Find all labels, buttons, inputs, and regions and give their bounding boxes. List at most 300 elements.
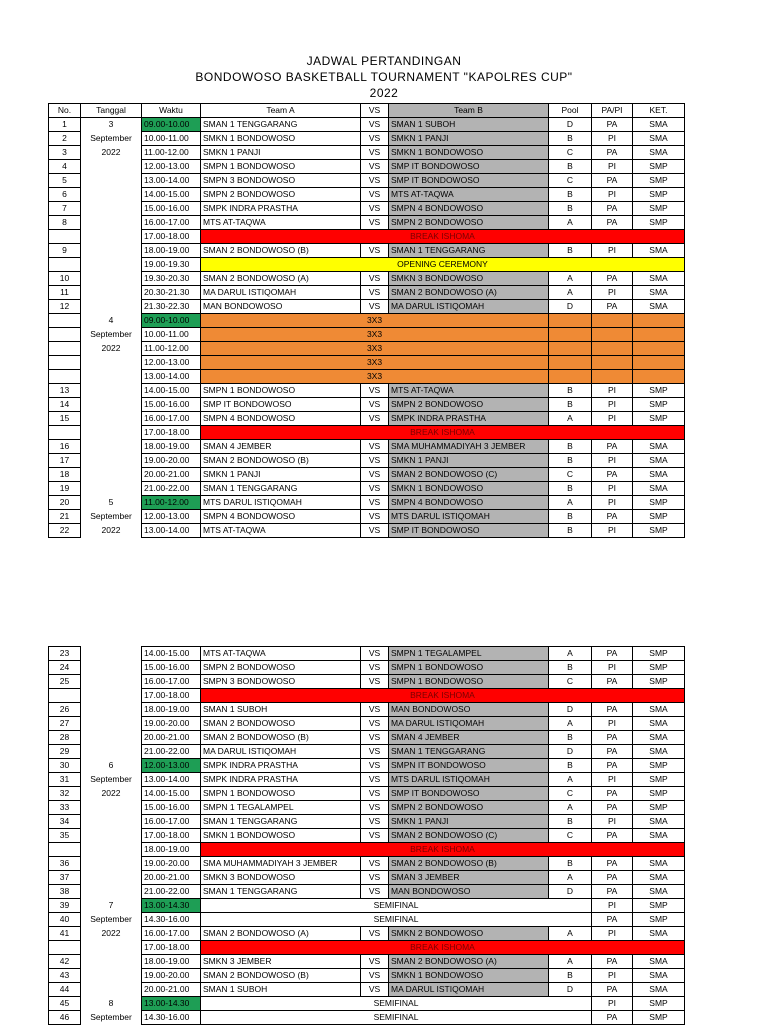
row-time: 21.00-22.00 bbox=[142, 745, 201, 759]
row-date: September bbox=[81, 510, 142, 524]
schedule-table-1 bbox=[48, 103, 685, 538]
row-date bbox=[81, 160, 142, 174]
row-no bbox=[49, 230, 81, 244]
header-waktu: Waktu bbox=[142, 104, 201, 118]
row-date: 3 bbox=[81, 118, 142, 132]
row-pa-pi: PA bbox=[592, 468, 633, 482]
row-time: 16.00-17.00 bbox=[142, 927, 201, 941]
row-date bbox=[81, 647, 142, 661]
row-time: 15.00-16.00 bbox=[142, 202, 201, 216]
row-ket: SMA bbox=[633, 132, 685, 146]
row-no: 32 bbox=[49, 787, 81, 801]
row-team-a: SMAN 1 TENGGARANG bbox=[201, 815, 361, 829]
header-team-b: Team B bbox=[389, 104, 549, 118]
row-vs: VS bbox=[361, 398, 389, 412]
row-team-b: SMKN 1 BONDOWOSO bbox=[389, 482, 549, 496]
schedule-title: JADWAL PERTANDINGAN bbox=[306, 54, 462, 68]
row-pa-pi: PI bbox=[592, 286, 633, 300]
row-no: 28 bbox=[49, 731, 81, 745]
row-team-b: SMKN 1 BONDOWOSO bbox=[389, 969, 549, 983]
row-time: 21.00-22.00 bbox=[142, 482, 201, 496]
table-row bbox=[49, 356, 685, 370]
row-pool: D bbox=[549, 745, 592, 759]
row-pool: B bbox=[549, 440, 592, 454]
row-date bbox=[81, 801, 142, 815]
row-time: 11.00-12.00 bbox=[142, 496, 201, 510]
row-ket: SMP bbox=[633, 384, 685, 398]
row-team-a: SMPN 3 BONDOWOSO bbox=[201, 174, 361, 188]
row-team-b: SMPN 2 BONDOWOSO bbox=[389, 398, 549, 412]
row-team-b: SMKN 1 PANJI bbox=[389, 815, 549, 829]
row-no: 24 bbox=[49, 661, 81, 675]
row-no: 43 bbox=[49, 969, 81, 983]
row-ket: SMA bbox=[633, 703, 685, 717]
table-row bbox=[49, 272, 685, 286]
row-time: 12.00-13.00 bbox=[142, 759, 201, 773]
row-date: 2022 bbox=[81, 927, 142, 941]
row-pa-pi: PI bbox=[592, 899, 633, 913]
row-pool: B bbox=[549, 160, 592, 174]
row-no: 39 bbox=[49, 899, 81, 913]
table-row bbox=[49, 969, 685, 983]
row-date bbox=[81, 969, 142, 983]
row-team-a: SMAN 2 BONDOWOSO (A) bbox=[201, 272, 361, 286]
header-team-a: Team A bbox=[201, 104, 361, 118]
row-pa-pi: PI bbox=[592, 412, 633, 426]
row-ket bbox=[633, 342, 685, 356]
row-pa-pi: PA bbox=[592, 118, 633, 132]
row-vs: VS bbox=[361, 272, 389, 286]
row-pool: B bbox=[549, 454, 592, 468]
row-team-a: MA DARUL ISTIQOMAH bbox=[201, 745, 361, 759]
row-date: 5 bbox=[81, 496, 142, 510]
row-ket: SMA bbox=[633, 731, 685, 745]
row-vs: VS bbox=[361, 815, 389, 829]
row-time: 14.00-15.00 bbox=[142, 384, 201, 398]
row-ket: SMA bbox=[633, 745, 685, 759]
row-pa-pi: PI bbox=[592, 496, 633, 510]
row-vs: VS bbox=[361, 661, 389, 675]
table-row bbox=[49, 843, 685, 857]
table-row bbox=[49, 773, 685, 787]
table-row bbox=[49, 342, 685, 356]
row-ket: SMP bbox=[633, 496, 685, 510]
tournament-name: BONDOWOSO BASKETBALL TOURNAMENT "KAPOLRES CUP" bbox=[195, 70, 573, 84]
row-team-a: SMPN 2 BONDOWOSO bbox=[201, 188, 361, 202]
header-vs: VS bbox=[361, 104, 389, 118]
row-team-a: MA DARUL ISTIQOMAH bbox=[201, 286, 361, 300]
row-date bbox=[81, 384, 142, 398]
row-date bbox=[81, 955, 142, 969]
row-ket: SMA bbox=[633, 482, 685, 496]
row-time: 13.00-14.00 bbox=[142, 773, 201, 787]
3x3-label: 3X3 bbox=[201, 314, 549, 328]
row-time: 17.00-18.00 bbox=[142, 941, 201, 955]
row-pool: B bbox=[549, 731, 592, 745]
row-pa-pi: PI bbox=[592, 482, 633, 496]
row-ket: SMA bbox=[633, 885, 685, 899]
row-time: 21.00-22.00 bbox=[142, 885, 201, 899]
row-pa-pi: PI bbox=[592, 160, 633, 174]
row-team-a: SMAN 2 BONDOWOSO (B) bbox=[201, 731, 361, 745]
row-vs: VS bbox=[361, 717, 389, 731]
row-pa-pi: PI bbox=[592, 969, 633, 983]
row-no: 29 bbox=[49, 745, 81, 759]
row-team-b: SMKN 1 PANJI bbox=[389, 454, 549, 468]
row-no: 34 bbox=[49, 815, 81, 829]
row-pool bbox=[549, 370, 592, 384]
row-pool: B bbox=[549, 661, 592, 675]
table-row bbox=[49, 384, 685, 398]
table-row bbox=[49, 510, 685, 524]
row-team-b: SMPN 2 BONDOWOSO bbox=[389, 801, 549, 815]
row-vs: VS bbox=[361, 510, 389, 524]
row-date: September bbox=[81, 328, 142, 342]
row-team-a: SMPK INDRA PRASTHA bbox=[201, 202, 361, 216]
row-no: 40 bbox=[49, 913, 81, 927]
row-pool bbox=[549, 342, 592, 356]
break-label: BREAK ISHOMA bbox=[201, 843, 685, 857]
row-date bbox=[81, 731, 142, 745]
row-team-b: MA DARUL ISTIQOMAH bbox=[389, 983, 549, 997]
row-date bbox=[81, 174, 142, 188]
row-vs: VS bbox=[361, 188, 389, 202]
row-pool: B bbox=[549, 524, 592, 538]
break-label: BREAK ISHOMA bbox=[201, 689, 685, 703]
table-row bbox=[49, 300, 685, 314]
row-pa-pi: PA bbox=[592, 440, 633, 454]
row-date bbox=[81, 717, 142, 731]
row-team-a: SMKN 1 PANJI bbox=[201, 468, 361, 482]
row-ket: SMP bbox=[633, 899, 685, 913]
row-pool: B bbox=[549, 510, 592, 524]
row-time: 17.00-18.00 bbox=[142, 689, 201, 703]
row-pool: B bbox=[549, 384, 592, 398]
row-no: 45 bbox=[49, 997, 81, 1011]
row-no: 20 bbox=[49, 496, 81, 510]
row-pool: C bbox=[549, 174, 592, 188]
row-time: 16.00-17.00 bbox=[142, 216, 201, 230]
row-team-b: SMPN 4 BONDOWOSO bbox=[389, 496, 549, 510]
row-no: 9 bbox=[49, 244, 81, 258]
row-ket: SMP bbox=[633, 510, 685, 524]
table-row bbox=[49, 801, 685, 815]
row-team-a: SMP IT BONDOWOSO bbox=[201, 398, 361, 412]
row-date bbox=[81, 482, 142, 496]
row-time: 09.00-10.00 bbox=[142, 118, 201, 132]
row-time: 19.00-20.00 bbox=[142, 717, 201, 731]
row-time: 17.00-18.00 bbox=[142, 829, 201, 843]
row-team-a: SMPN 4 BONDOWOSO bbox=[201, 412, 361, 426]
row-pa-pi: PA bbox=[592, 703, 633, 717]
row-team-b: SMAN 2 BONDOWOSO (C) bbox=[389, 468, 549, 482]
row-no bbox=[49, 356, 81, 370]
table-row bbox=[49, 230, 685, 244]
row-pa-pi: PA bbox=[592, 174, 633, 188]
row-time: 18.00-19.00 bbox=[142, 244, 201, 258]
row-team-a: SMPN 1 TEGALAMPEL bbox=[201, 801, 361, 815]
row-team-b: MAN BONDOWOSO bbox=[389, 703, 549, 717]
row-time: 09.00-10.00 bbox=[142, 314, 201, 328]
table-row bbox=[49, 258, 685, 272]
row-team-b: SMAN 2 BONDOWOSO (A) bbox=[389, 286, 549, 300]
table-row bbox=[49, 244, 685, 258]
row-pa-pi bbox=[592, 342, 633, 356]
row-pa-pi bbox=[592, 328, 633, 342]
row-time: 14.00-15.00 bbox=[142, 647, 201, 661]
semifinal-label: SEMIFINAL bbox=[201, 913, 592, 927]
row-time: 16.00-17.00 bbox=[142, 815, 201, 829]
row-time: 10.00-11.00 bbox=[142, 132, 201, 146]
row-date bbox=[81, 300, 142, 314]
row-time: 11.00-12.00 bbox=[142, 342, 201, 356]
row-pa-pi: PA bbox=[592, 745, 633, 759]
row-ket: SMA bbox=[633, 286, 685, 300]
row-date bbox=[81, 188, 142, 202]
row-team-b: SMAN 4 JEMBER bbox=[389, 731, 549, 745]
row-vs: VS bbox=[361, 801, 389, 815]
row-date bbox=[81, 843, 142, 857]
row-vs: VS bbox=[361, 300, 389, 314]
row-time: 14.30-16.00 bbox=[142, 1011, 201, 1025]
row-date bbox=[81, 745, 142, 759]
row-date bbox=[81, 370, 142, 384]
row-pa-pi: PA bbox=[592, 146, 633, 160]
row-time: 12.00-13.00 bbox=[142, 356, 201, 370]
row-time: 11.00-12.00 bbox=[142, 146, 201, 160]
row-no: 2 bbox=[49, 132, 81, 146]
table-row bbox=[49, 787, 685, 801]
row-vs: VS bbox=[361, 286, 389, 300]
row-vs: VS bbox=[361, 647, 389, 661]
row-date bbox=[81, 356, 142, 370]
row-time: 15.00-16.00 bbox=[142, 661, 201, 675]
row-pa-pi: PI bbox=[592, 997, 633, 1011]
row-no: 8 bbox=[49, 216, 81, 230]
table-row bbox=[49, 871, 685, 885]
row-time: 19.00-20.00 bbox=[142, 969, 201, 983]
3x3-label: 3X3 bbox=[201, 328, 549, 342]
row-pa-pi: PI bbox=[592, 773, 633, 787]
row-pa-pi: PA bbox=[592, 829, 633, 843]
row-ket: SMP bbox=[633, 524, 685, 538]
row-pool: D bbox=[549, 300, 592, 314]
row-team-a: SMAN 2 BONDOWOSO (B) bbox=[201, 244, 361, 258]
row-no: 23 bbox=[49, 647, 81, 661]
row-team-a: SMAN 2 BONDOWOSO bbox=[201, 717, 361, 731]
row-pool: A bbox=[549, 412, 592, 426]
row-vs: VS bbox=[361, 468, 389, 482]
row-pool: A bbox=[549, 647, 592, 661]
row-ket: SMA bbox=[633, 955, 685, 969]
row-pool: C bbox=[549, 146, 592, 160]
row-no bbox=[49, 426, 81, 440]
row-date: 2022 bbox=[81, 524, 142, 538]
row-no: 16 bbox=[49, 440, 81, 454]
table-row bbox=[49, 328, 685, 342]
table-row bbox=[49, 885, 685, 899]
table-row bbox=[49, 160, 685, 174]
row-pa-pi: PA bbox=[592, 913, 633, 927]
row-pa-pi: PA bbox=[592, 885, 633, 899]
row-no: 10 bbox=[49, 272, 81, 286]
row-ket: SMP bbox=[633, 773, 685, 787]
row-ket: SMP bbox=[633, 398, 685, 412]
row-team-b: SMKN 2 BONDOWOSO bbox=[389, 927, 549, 941]
row-team-b: MTS AT-TAQWA bbox=[389, 188, 549, 202]
row-team-b: SMP IT BONDOWOSO bbox=[389, 160, 549, 174]
row-time: 13.00-14.30 bbox=[142, 899, 201, 913]
row-vs: VS bbox=[361, 174, 389, 188]
row-pool: B bbox=[549, 482, 592, 496]
row-pool bbox=[549, 356, 592, 370]
row-time: 13.00-14.00 bbox=[142, 370, 201, 384]
row-pool: C bbox=[549, 468, 592, 482]
table-row bbox=[49, 731, 685, 745]
row-ket: SMP bbox=[633, 913, 685, 927]
row-vs: VS bbox=[361, 703, 389, 717]
schedule-year: 2022 bbox=[369, 86, 399, 100]
row-date: 4 bbox=[81, 314, 142, 328]
row-time: 18.00-19.00 bbox=[142, 440, 201, 454]
table-row bbox=[49, 440, 685, 454]
row-team-b: SMPK INDRA PRASTHA bbox=[389, 412, 549, 426]
row-date: 6 bbox=[81, 759, 142, 773]
row-ket: SMP bbox=[633, 1011, 685, 1025]
3x3-label: 3X3 bbox=[201, 370, 549, 384]
row-vs: VS bbox=[361, 384, 389, 398]
row-ket: SMP bbox=[633, 202, 685, 216]
row-team-a: SMAN 2 BONDOWOSO (A) bbox=[201, 927, 361, 941]
row-pa-pi: PI bbox=[592, 717, 633, 731]
table-row bbox=[49, 815, 685, 829]
row-time: 19.30-20.30 bbox=[142, 272, 201, 286]
row-vs: VS bbox=[361, 675, 389, 689]
row-date bbox=[81, 202, 142, 216]
row-date: 7 bbox=[81, 899, 142, 913]
table-row bbox=[49, 829, 685, 843]
row-ket: SMA bbox=[633, 118, 685, 132]
row-ket bbox=[633, 314, 685, 328]
row-date bbox=[81, 468, 142, 482]
row-vs: VS bbox=[361, 885, 389, 899]
row-date: September bbox=[81, 132, 142, 146]
row-no: 15 bbox=[49, 412, 81, 426]
row-date: September bbox=[81, 913, 142, 927]
row-team-b: SMPN 2 BONDOWOSO bbox=[389, 216, 549, 230]
table-row bbox=[49, 717, 685, 731]
row-no: 13 bbox=[49, 384, 81, 398]
row-team-b: SMPN 4 BONDOWOSO bbox=[389, 202, 549, 216]
table-row bbox=[49, 468, 685, 482]
row-team-a: SMKN 1 BONDOWOSO bbox=[201, 829, 361, 843]
row-ket bbox=[633, 356, 685, 370]
row-ket: SMP bbox=[633, 188, 685, 202]
row-ket: SMA bbox=[633, 440, 685, 454]
row-ket: SMP bbox=[633, 997, 685, 1011]
row-time: 16.00-17.00 bbox=[142, 412, 201, 426]
row-time: 20.00-21.00 bbox=[142, 468, 201, 482]
row-time: 19.00-19.30 bbox=[142, 258, 201, 272]
row-no: 33 bbox=[49, 801, 81, 815]
row-pa-pi: PA bbox=[592, 857, 633, 871]
row-time: 20.30-21.30 bbox=[142, 286, 201, 300]
table-row bbox=[49, 703, 685, 717]
row-date bbox=[81, 829, 142, 843]
row-team-a: SMAN 4 JEMBER bbox=[201, 440, 361, 454]
row-ket: SMA bbox=[633, 983, 685, 997]
row-vs: VS bbox=[361, 927, 389, 941]
row-vs: VS bbox=[361, 969, 389, 983]
row-date bbox=[81, 230, 142, 244]
row-team-b: SMAN 1 TENGGARANG bbox=[389, 244, 549, 258]
row-team-b: MTS AT-TAQWA bbox=[389, 384, 549, 398]
row-team-b: SMP IT BONDOWOSO bbox=[389, 524, 549, 538]
header-no: No. bbox=[49, 104, 81, 118]
row-vs: VS bbox=[361, 731, 389, 745]
row-vs: VS bbox=[361, 202, 389, 216]
row-pa-pi: PI bbox=[592, 188, 633, 202]
row-date: 2022 bbox=[81, 342, 142, 356]
row-pa-pi: PA bbox=[592, 787, 633, 801]
row-date bbox=[81, 244, 142, 258]
row-pool: A bbox=[549, 272, 592, 286]
table-row bbox=[49, 983, 685, 997]
row-ket: SMA bbox=[633, 146, 685, 160]
row-date bbox=[81, 675, 142, 689]
row-ket: SMA bbox=[633, 244, 685, 258]
row-team-b: SMKN 1 PANJI bbox=[389, 132, 549, 146]
row-pool: B bbox=[549, 244, 592, 258]
row-ket: SMA bbox=[633, 300, 685, 314]
table-row bbox=[49, 202, 685, 216]
row-vs: VS bbox=[361, 132, 389, 146]
row-team-a: MTS AT-TAQWA bbox=[201, 216, 361, 230]
row-vs: VS bbox=[361, 871, 389, 885]
row-pool: D bbox=[549, 703, 592, 717]
row-no: 18 bbox=[49, 468, 81, 482]
row-vs: VS bbox=[361, 454, 389, 468]
row-pa-pi: PA bbox=[592, 1011, 633, 1025]
break-label: BREAK ISHOMA bbox=[201, 426, 685, 440]
row-time: 13.00-14.00 bbox=[142, 174, 201, 188]
row-pa-pi: PI bbox=[592, 454, 633, 468]
row-ket: SMP bbox=[633, 661, 685, 675]
row-ket: SMA bbox=[633, 468, 685, 482]
row-ket: SMP bbox=[633, 801, 685, 815]
table-row bbox=[49, 647, 685, 661]
row-team-b: SMKN 3 BONDOWOSO bbox=[389, 272, 549, 286]
row-team-b: SMA MUHAMMADIYAH 3 JEMBER bbox=[389, 440, 549, 454]
row-time: 13.00-14.30 bbox=[142, 997, 201, 1011]
row-team-a: SMPN 4 BONDOWOSO bbox=[201, 510, 361, 524]
row-date bbox=[81, 983, 142, 997]
table-row bbox=[49, 759, 685, 773]
row-team-a: SMAN 1 SUBOH bbox=[201, 703, 361, 717]
row-team-b: SMP IT BONDOWOSO bbox=[389, 787, 549, 801]
row-no bbox=[49, 941, 81, 955]
semifinal-label: SEMIFINAL bbox=[201, 1011, 592, 1025]
row-time: 18.00-19.00 bbox=[142, 955, 201, 969]
row-time: 12.00-13.00 bbox=[142, 510, 201, 524]
table-row bbox=[49, 286, 685, 300]
row-date bbox=[81, 885, 142, 899]
table-row bbox=[49, 398, 685, 412]
row-no: 4 bbox=[49, 160, 81, 174]
table-row bbox=[49, 216, 685, 230]
row-time: 14.00-15.00 bbox=[142, 188, 201, 202]
row-pa-pi bbox=[592, 356, 633, 370]
